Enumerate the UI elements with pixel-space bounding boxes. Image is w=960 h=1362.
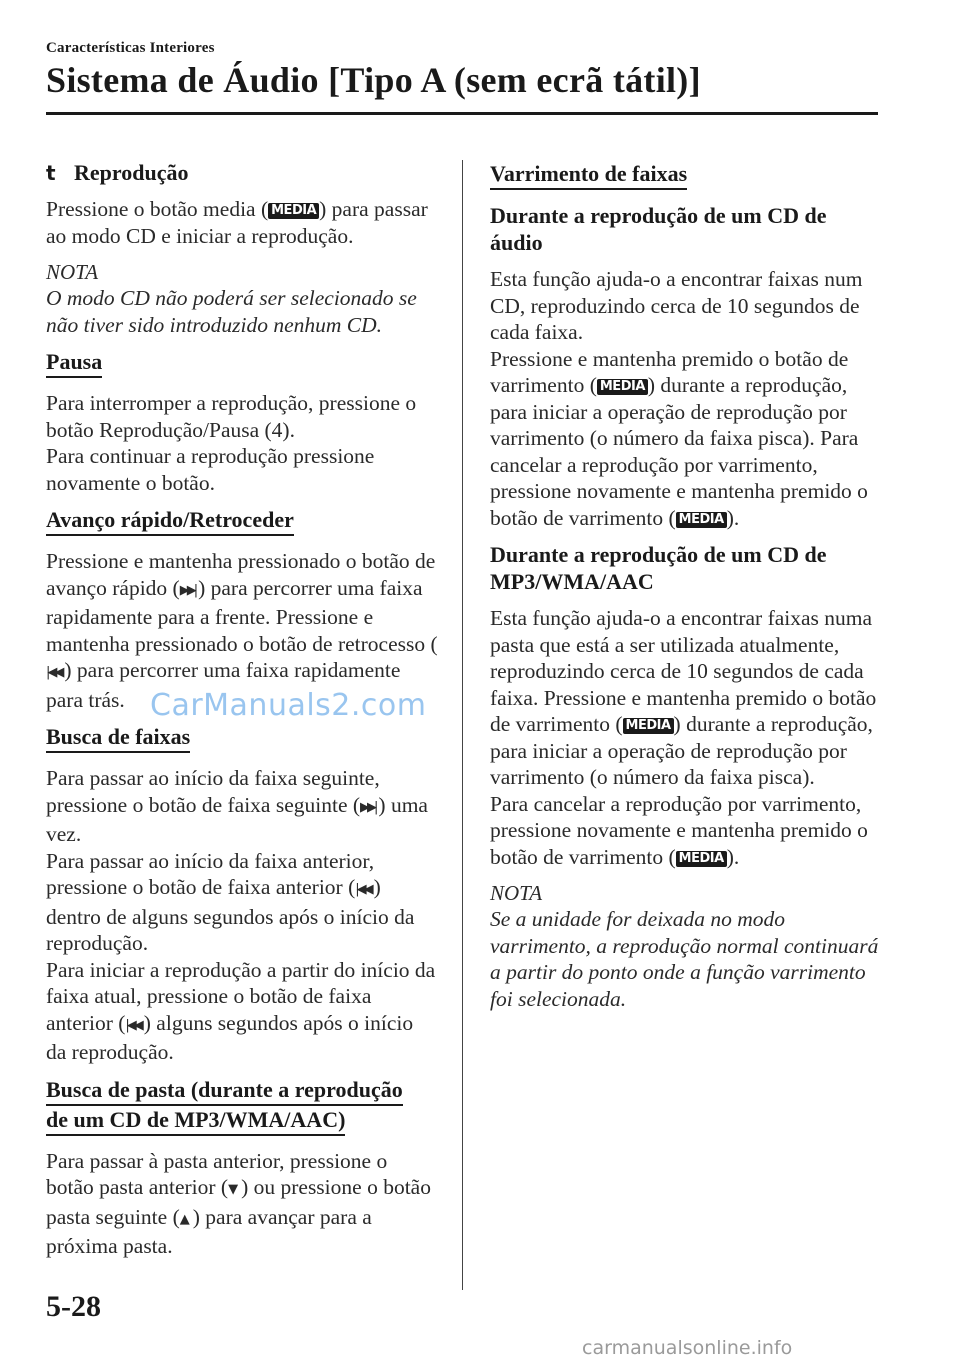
cd-audio-heading: Durante a reprodução de um CD de áudio [490, 203, 827, 255]
prev-track-icon: |◀◀ [355, 882, 371, 897]
folder-up-icon: ▲ [179, 1211, 190, 1227]
page-number: 5-28 [46, 1290, 101, 1323]
watermark: CarManuals2.com [150, 688, 427, 723]
header-rule [46, 112, 878, 115]
media-icon: MEDIA [623, 718, 674, 734]
column-divider [462, 160, 463, 1290]
cd-audio-p2: Pressione e mantenha premido o botão de varrimento ( MEDIA ) durante a reprodução, para iniciar a operação de reprodução por varrimento (o número da faixa pisca). Para cancelar a reprodução por varrimento, pressione novamente e mantenha premido o botão de varrimento ( MEDIA ). [490, 346, 868, 530]
media-icon: MEDIA [676, 851, 727, 867]
mp3-p1: Esta função ajuda-o a encontrar faixas numa pasta que está a ser utilizada atualmente, reproduzindo cerca de 10 segundos de cada faixa. Pressione e mantenha premido o botão de varrimento ( MEDIA ) durante a reprodução, para iniciar a operação de reprodução por varrimento (o número da faixa pisca). [490, 606, 877, 789]
nota-label: NOTA [46, 260, 99, 284]
nota-text: O modo CD não poderá ser selecionado se não tiver sido introduzido nenhum CD. [46, 286, 417, 337]
prev-track-icon: |◀◀ [125, 1017, 141, 1033]
busca-pasta-heading: Busca de pasta (durante a reprodução de um CD de MP3/WMA/AAC) [46, 1076, 438, 1136]
nota-text: Se a unidade for deixada no modo varrimento, a reprodução normal continuará a partir do ponto onde a função varrimento foi selecionada. [490, 907, 879, 1011]
reproducao-heading: t Reprodução [46, 160, 189, 185]
right-column [490, 160, 882, 1022]
section-label: Características Interiores [46, 40, 215, 56]
avanco-text: Pressione e mantenha pressionado o botão de avanço rápido (▶▶| ) para percorrer uma faixa rapidamente para a frente. Pressione e mantenha pressionado o botão de retrocesso (|◀◀ ) para percorrer uma faixa rapidamente para trás. [46, 549, 438, 712]
mp3-p2: Para cancelar a reprodução por varrimento, pressione novamente e mantenha premido o botão de varrimento ( MEDIA ). [490, 791, 868, 869]
page-title: Sistema de Áudio [Tipo A (sem ecrã tátil)] [46, 60, 701, 100]
folder-down-icon: ▼ [228, 1182, 239, 1197]
reproducao-text: Pressione o botão media ( MEDIA ) para passar ao modo CD e iniciar a reprodução. [46, 197, 428, 248]
busca-faixas-p3: Para iniciar a reprodução a partir do início da faixa atual, pressione o botão de faixa anterior (|◀◀ ) alguns segundos após o início da reprodução. [46, 957, 436, 1064]
varrimento-heading: Varrimento de faixas [490, 160, 687, 190]
cd-audio-p1: Esta função ajuda-o a encontrar faixas num CD, reproduzindo cerca de 10 segundos de cada faixa. [490, 267, 863, 344]
next-track-icon: ▶▶| [360, 799, 376, 815]
pausa-text: Para interromper a reprodução, pressione o botão Reprodução/Pausa (4). [46, 391, 417, 442]
page-header [46, 40, 878, 101]
pausa-text-2: Para continuar a reprodução pressione novamente o botão. [46, 444, 375, 495]
media-icon: MEDIA [268, 203, 319, 219]
busca-faixas-p1: Para passar ao início da faixa seguinte, pressione o botão de faixa seguinte (▶▶| ) uma vez. [46, 766, 428, 846]
pausa-heading: Pausa [46, 348, 102, 378]
footer-watermark: carmanualsonline.info [582, 1337, 793, 1359]
mp3-heading: Durante a reprodução de um CD de MP3/WMA/AAC [490, 542, 827, 594]
nota-label: NOTA [490, 881, 543, 905]
fast-forward-icon: ▶▶| [179, 582, 196, 598]
media-icon: MEDIA [597, 379, 648, 395]
rewind-icon: |◀◀ [46, 665, 62, 680]
busca-faixas-p2: Para passar ao início da faixa anterior, pressione o botão de faixa anterior (|◀◀ ) dentro de alguns segundos após o início da reprodução. [46, 848, 415, 955]
bullet-icon: t [46, 161, 56, 185]
busca-pasta-text: Para passar à pasta anterior, pressione o botão pasta anterior (▼ ) ou pressione o botão pasta seguinte (▲ ) para avançar para a próxima pasta. [46, 1148, 431, 1258]
media-icon: MEDIA [676, 512, 727, 528]
busca-faixas-heading: Busca de faixas [46, 723, 190, 753]
avanco-heading: Avanço rápido/Retroceder [46, 506, 294, 536]
